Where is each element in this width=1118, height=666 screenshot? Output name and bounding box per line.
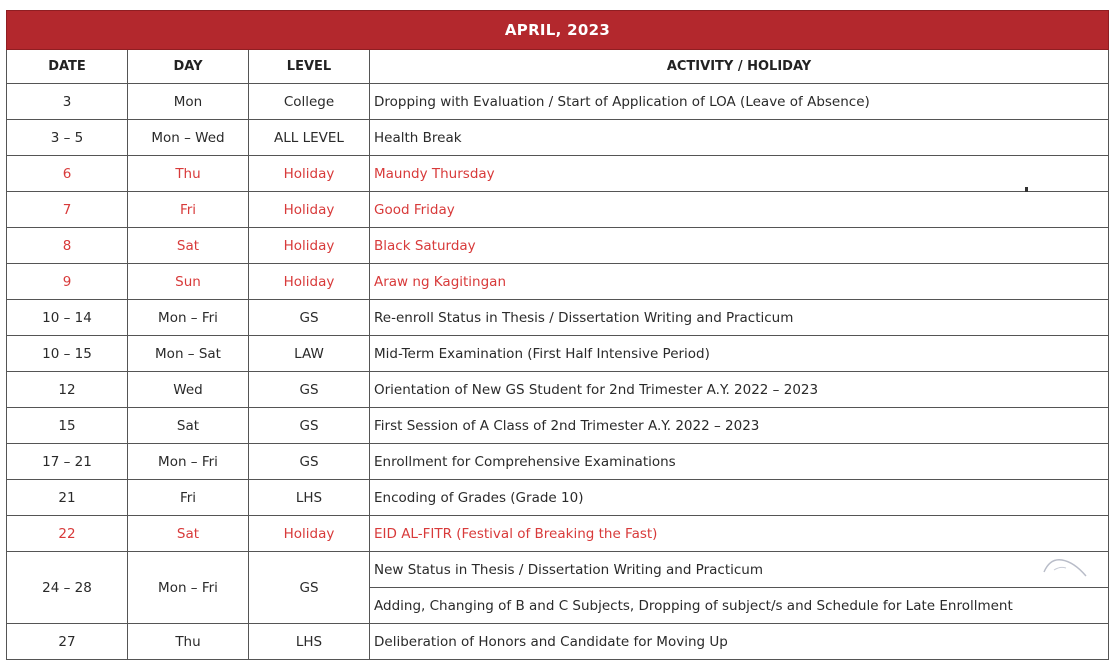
date-cell: 15 xyxy=(7,408,128,444)
day-cell: Sun xyxy=(128,264,249,300)
date-cell: 24 – 28 xyxy=(7,552,128,624)
level-cell: LHS xyxy=(249,480,370,516)
april-calendar-table xyxy=(6,10,1109,660)
level-cell: Holiday xyxy=(249,264,370,300)
activity-header: ACTIVITY / HOLIDAY xyxy=(370,50,1109,84)
date-cell: 7 xyxy=(7,192,128,228)
date-cell: 3 xyxy=(7,84,128,120)
level-cell: Holiday xyxy=(249,192,370,228)
activity-cell: Deliberation of Honors and Candidate for Moving Up xyxy=(370,624,1109,660)
activity-cell: EID AL-FITR (Festival of Breaking the Fast) xyxy=(370,516,1109,552)
activity-cell: Black Saturday xyxy=(370,228,1109,264)
activity-cell: Good Friday xyxy=(370,192,1109,228)
activity-cell: First Session of A Class of 2nd Trimester A.Y. 2022 – 2023 xyxy=(370,408,1109,444)
date-cell: 9 xyxy=(7,264,128,300)
day-cell: Sat xyxy=(128,228,249,264)
level-cell: ALL LEVEL xyxy=(249,120,370,156)
day-cell: Mon – Fri xyxy=(128,444,249,480)
level-cell: GS xyxy=(249,300,370,336)
date-cell: 6 xyxy=(7,156,128,192)
day-cell: Wed xyxy=(128,372,249,408)
table-row-merged xyxy=(7,552,1109,588)
level-cell: GS xyxy=(249,372,370,408)
ink-dot-mark xyxy=(1025,187,1028,192)
day-header: DAY xyxy=(128,50,249,84)
day-cell: Mon xyxy=(128,84,249,120)
level-cell: GS xyxy=(249,552,370,624)
calendar-page xyxy=(6,10,1108,660)
date-cell: 22 xyxy=(7,516,128,552)
activity-cell: Dropping with Evaluation / Start of Application of LOA (Leave of Absence) xyxy=(370,84,1109,120)
date-cell: 10 – 15 xyxy=(7,336,128,372)
table-row xyxy=(7,444,1109,480)
level-cell: LAW xyxy=(249,336,370,372)
date-cell: 12 xyxy=(7,372,128,408)
day-cell: Mon – Fri xyxy=(128,300,249,336)
table-row xyxy=(7,624,1109,660)
activity-cell: New Status in Thesis / Dissertation Writing and Practicum xyxy=(370,552,1109,588)
activity-cell: Mid-Term Examination (First Half Intensive Period) xyxy=(370,336,1109,372)
activity-cell: Araw ng Kagitingan xyxy=(370,264,1109,300)
level-cell: Holiday xyxy=(249,516,370,552)
level-header: LEVEL xyxy=(249,50,370,84)
level-cell: Holiday xyxy=(249,156,370,192)
table-row xyxy=(7,120,1109,156)
table-row xyxy=(7,336,1109,372)
level-cell: Holiday xyxy=(249,228,370,264)
activity-cell: Enrollment for Comprehensive Examinations xyxy=(370,444,1109,480)
day-cell: Mon – Sat xyxy=(128,336,249,372)
day-cell: Sat xyxy=(128,408,249,444)
table-row xyxy=(7,228,1109,264)
activity-cell: Re-enroll Status in Thesis / Dissertation Writing and Practicum xyxy=(370,300,1109,336)
table-row xyxy=(7,192,1109,228)
pencil-smudge-mark xyxy=(1040,552,1090,580)
date-cell: 17 – 21 xyxy=(7,444,128,480)
day-cell: Fri xyxy=(128,192,249,228)
table-row xyxy=(7,300,1109,336)
day-cell: Fri xyxy=(128,480,249,516)
activity-cell: Encoding of Grades (Grade 10) xyxy=(370,480,1109,516)
table-row xyxy=(7,264,1109,300)
date-cell: 21 xyxy=(7,480,128,516)
date-cell: 3 – 5 xyxy=(7,120,128,156)
level-cell: GS xyxy=(249,408,370,444)
day-cell: Thu xyxy=(128,624,249,660)
date-cell: 27 xyxy=(7,624,128,660)
month-title: APRIL, 2023 xyxy=(7,11,1109,50)
level-cell: LHS xyxy=(249,624,370,660)
table-row xyxy=(7,372,1109,408)
day-cell: Mon – Fri xyxy=(128,552,249,624)
table-row xyxy=(7,84,1109,120)
level-cell: GS xyxy=(249,444,370,480)
date-cell: 8 xyxy=(7,228,128,264)
day-cell: Mon – Wed xyxy=(128,120,249,156)
date-cell: 10 – 14 xyxy=(7,300,128,336)
table-row xyxy=(7,516,1109,552)
date-header: DATE xyxy=(7,50,128,84)
day-cell: Thu xyxy=(128,156,249,192)
activity-cell: Orientation of New GS Student for 2nd Trimester A.Y. 2022 – 2023 xyxy=(370,372,1109,408)
activity-cell: Health Break xyxy=(370,120,1109,156)
day-cell: Sat xyxy=(128,516,249,552)
table-row xyxy=(7,480,1109,516)
table-row xyxy=(7,156,1109,192)
header-row xyxy=(7,50,1109,84)
table-row xyxy=(7,408,1109,444)
activity-cell: Maundy Thursday xyxy=(370,156,1109,192)
activity-cell: Adding, Changing of B and C Subjects, Dropping of subject/s and Schedule for Late Enrollment xyxy=(370,588,1109,624)
level-cell: College xyxy=(249,84,370,120)
